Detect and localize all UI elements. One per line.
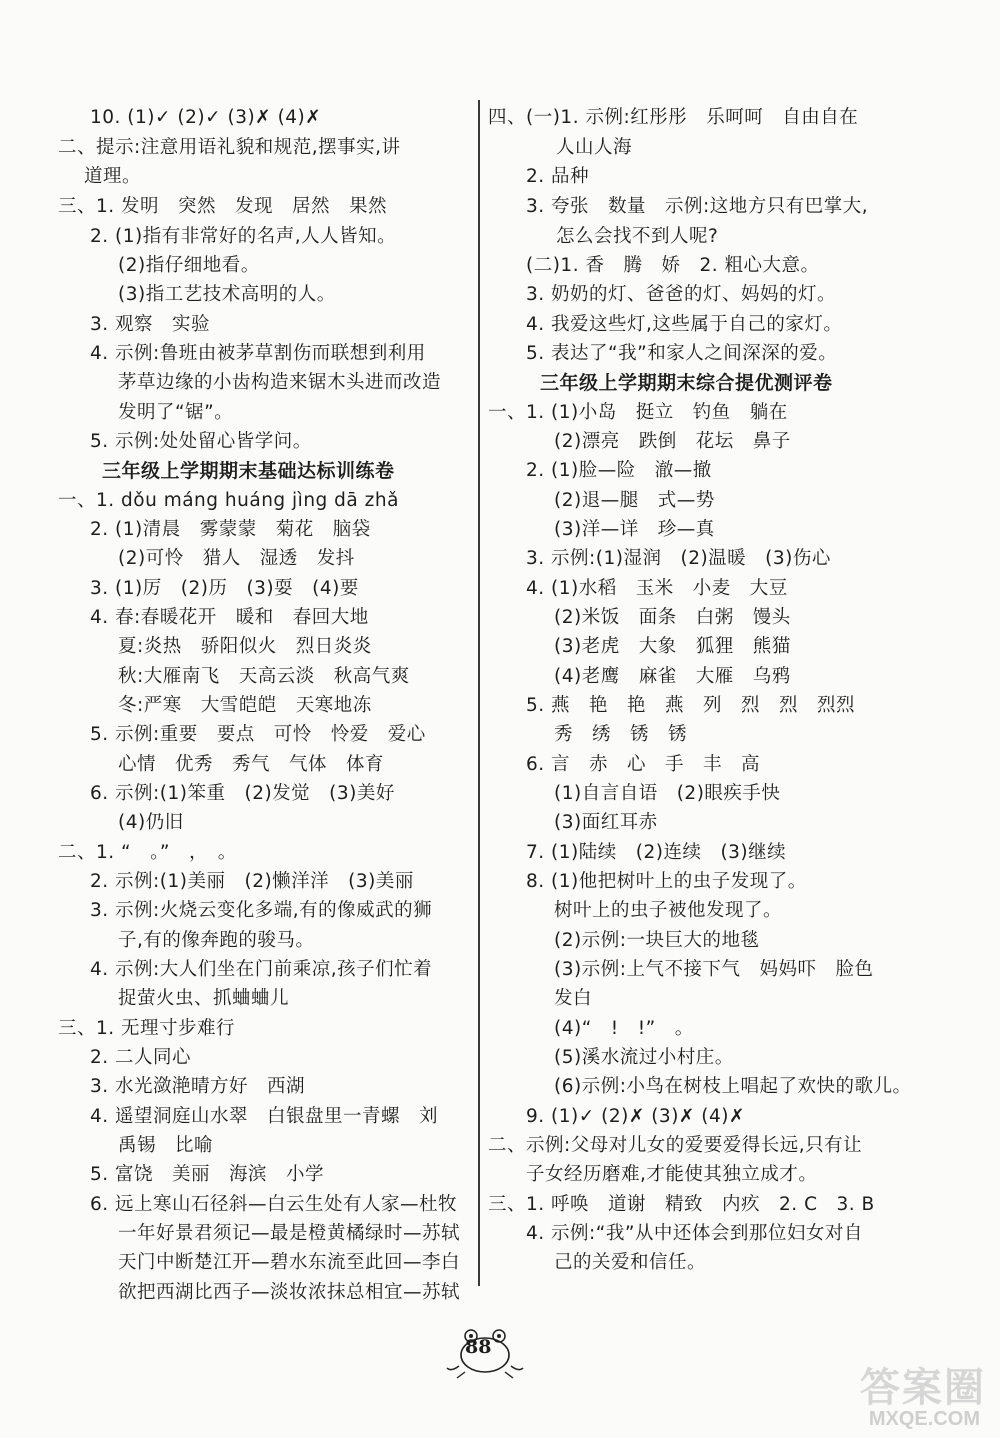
answer-line: (1)自言自语 (2)眼疾手快 [554,783,781,804]
answer-line: 己的关爱和信任。 [554,1252,707,1273]
answer-line: 2. 二人同心 [90,1047,192,1068]
answer-line: 二、示例:父母对儿女的爱要爱得长远,只有让 [488,1135,863,1156]
answer-line: 一、1. (1)小岛 挺立 钓鱼 躺在 [488,402,788,423]
answer-line: 发白 [554,988,593,1009]
answer-line: (2)示例:一块巨大的地毯 [554,930,760,951]
answer-line: 二、1. “ 。” ， 。 [58,842,237,863]
answer-line: 子,有的像奔跑的骏马。 [118,930,315,951]
answer-line: 禹锡 比喻 [118,1135,214,1156]
answer-line: 2. 示例:(1)美丽 (2)懒洋洋 (3)美丽 [90,871,414,892]
answer-line: 3. 水光潋滟晴方好 西湖 [90,1076,306,1097]
answer-line: 天门中断楚江开—碧水东流至此回—李白 [118,1252,461,1273]
answer-line: 人山人海 [556,137,633,158]
answer-line: 9. (1)✓ (2)✗ (3)✗ (4)✗ [526,1106,745,1127]
answer-line: 秀 绣 锈 锈 [554,724,688,745]
section-heading: 三年级上学期期末综合提优测评卷 [540,372,833,394]
answer-line: 夏:炎热 骄阳似火 烈日炎炎 [118,636,372,657]
answer-line: (2)指仔细地看。 [118,255,260,276]
answer-line: (3)洋—详 珍—真 [554,519,715,540]
answer-line: 三、1. 无理寸步难行 [58,1018,236,1039]
answer-line: (6)示例:小鸟在树枝上唱起了欢快的歌儿。 [554,1076,912,1097]
answer-line: 10. (1)✓ (2)✓ (3)✗ (4)✗ [90,107,322,128]
answer-line: 二、提示:注意用语礼貌和规范,摆事实,讲 [58,137,401,158]
answer-line: (5)溪水流过小村庄。 [554,1047,734,1068]
answer-line: 3. 示例:(1)湿润 (2)温暖 (3)伤心 [526,548,831,569]
answer-line: 3. 示例:火烧云变化多端,有的像威武的狮 [90,900,433,921]
answer-line: 6. 远上寒山石径斜—白云生处有人家—杜牧 [90,1194,458,1215]
answer-line: (2)漂亮 跌倒 花坛 鼻子 [554,431,791,452]
answer-line: (2)退—腿 式—势 [554,490,715,511]
answer-line: 2. 品种 [526,166,590,187]
page-number: 88 [465,1336,492,1358]
answer-line: 7. (1)陆续 (2)连续 (3)继续 [526,842,787,863]
answer-line: 3. 夸张 数量 示例:这地方只有巴掌大, [526,196,869,217]
answer-line: 2. (1)脸—险 澈—撤 [526,460,712,481]
section-heading: 三年级上学期期末基础达标训练卷 [102,460,395,482]
answer-line: (二)1. 香 腾 娇 2. 粗心大意。 [526,255,820,276]
answer-line: 4. 遥望洞庭山水翠 白银盘里一青螺 刘 [90,1106,439,1127]
answer-line: 一、1. dǒu máng huáng jìng dā zhǎ [58,490,399,511]
answer-line: (3)示例:上气不接下气 妈妈吓 脸色 [554,959,874,980]
column-divider [478,100,480,1286]
answer-line: 一年好景君须记—最是橙黄橘绿时—苏轼 [118,1223,461,1244]
answer-line: 3. 奶奶的灯、爸爸的灯、妈妈的灯。 [526,284,837,305]
answer-line: 2. (1)清晨 雾蒙蒙 菊花 脑袋 [90,519,371,540]
answer-line: 8. (1)他把树叶上的虫子发现了。 [526,871,807,892]
answer-line: 5. 示例:处处留心皆学问。 [90,431,312,452]
answer-line: 发明了“锯”。 [118,402,234,423]
answer-line: 怎么会找不到人呢? [556,226,719,247]
answer-line: 欲把西湖比西子—淡妆浓抹总相宜—苏轼 [118,1282,461,1303]
answer-line: 冬:严寒 大雪皑皑 天寒地冻 [118,695,372,716]
watermark-url: MXQE.COM [868,1408,980,1430]
answer-line: 4. 示例:鲁班由被茅草割伤而联想到利用 [90,343,426,364]
answer-line: 秋:大雁南飞 天高云淡 秋高气爽 [118,666,410,687]
answer-line: 6. 示例:(1)笨重 (2)发觉 (3)美好 [90,783,395,804]
answer-line: (3)指工艺技术高明的人。 [118,284,336,305]
answer-line: 4. 示例:大人们坐在门前乘凉,孩子们忙着 [90,959,433,980]
answer-line: 2. (1)指有非常好的名声,人人皆知。 [90,226,397,247]
answer-line: 子女经历磨难,才能使其独立成才。 [526,1164,818,1185]
answer-line: 4. 我爱这些灯,这些属于自己的家灯。 [526,314,843,335]
answer-line: 3. 观察 实验 [90,314,211,335]
answer-line: 三、1. 呼唤 道谢 精致 内疚 2. C 3. B [488,1194,875,1215]
answer-line: 5. 示例:重要 要点 可怜 怜爱 爱心 [90,724,426,745]
answer-line: 心情 优秀 秀气 气体 体育 [118,754,385,775]
answer-line: (3)面红耳赤 [554,812,658,833]
answer-line: (4)仍旧 [118,812,184,833]
answer-line: 三、1. 发明 突然 发现 居然 果然 [58,196,388,217]
answer-line: 4. 春:春暖花开 暖和 春回大地 [90,607,369,628]
answer-line: 5. 燕 艳 艳 燕 列 烈 烈 烈烈 [526,695,856,716]
answer-line: 茅草边缘的小齿构造来锯木头进而改造 [118,372,442,393]
answer-line: 4. 示例:“我”从中还体会到那位妇女对自 [526,1223,863,1244]
answer-line: (2)米饭 面条 白粥 馒头 [554,607,791,628]
page-footer [445,1322,525,1382]
answer-line: 6. 言 赤 心 手 丰 高 [526,754,761,775]
answer-line: 树叶上的虫子被他发现了。 [554,900,783,921]
answer-line: 5. 富饶 美丽 海滨 小学 [90,1164,325,1185]
answer-line: (3)老虎 大象 狐狸 熊猫 [554,636,791,657]
answer-line: 捉萤火虫、抓蛐蛐儿 [118,988,290,1009]
answer-line: 5. 表达了“我”和家人之间深深的爱。 [526,343,838,364]
watermark [796,1356,986,1436]
answer-line: (2)可怜 猎人 湿透 发抖 [118,548,355,569]
watermark-logo: 答案圈 [860,1365,986,1411]
answer-line: 四、(一)1. 示例:红彤彤 乐呵呵 自由自在 [488,107,859,128]
answer-line: (4)“ ! !” 。 [554,1018,694,1039]
answer-line: 3. (1)厉 (2)历 (3)耍 (4)要 [90,578,359,599]
answer-line: (4)老鹰 麻雀 大雁 乌鸦 [554,666,791,687]
answer-line: 4. (1)水稻 玉米 小麦 大豆 [526,578,788,599]
answer-line: 道理。 [84,166,142,187]
